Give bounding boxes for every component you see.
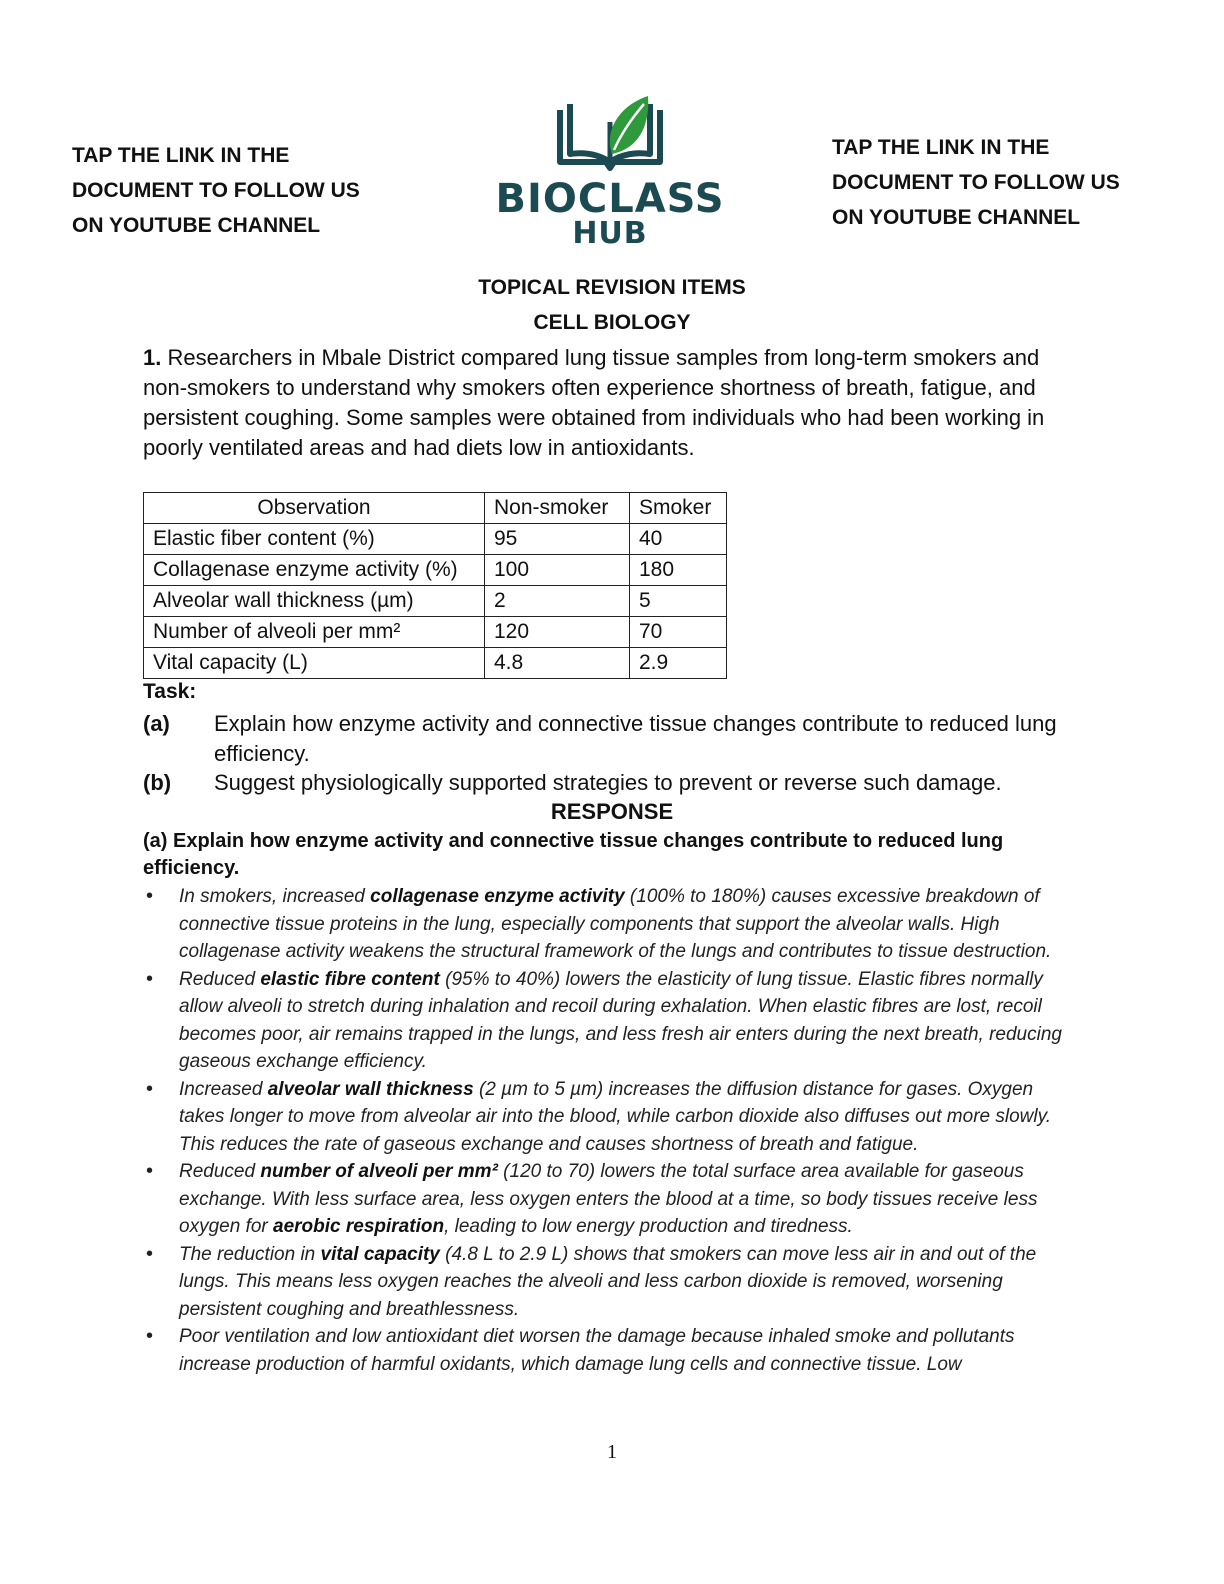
table-cell: 70 bbox=[630, 617, 727, 648]
bullet-text: Poor ventilation and low antioxidant diet worsen the damage because inhaled smoke and pollutants increase production of harmful oxidants, which damage lung cells and connective tissue. Low bbox=[179, 1326, 1015, 1375]
note-line: ON YOUTUBE CHANNEL bbox=[832, 206, 1081, 229]
list-item bbox=[143, 1076, 1083, 1159]
task-item-b bbox=[143, 768, 1078, 798]
bullet-keyword: alveolar wall thickness bbox=[267, 1078, 474, 1100]
table-cell: 5 bbox=[630, 586, 727, 617]
question-number: 1. bbox=[143, 345, 162, 370]
response-bullet-list bbox=[143, 883, 1083, 1378]
list-item bbox=[143, 1241, 1083, 1324]
bullet-keyword: vital capacity bbox=[320, 1243, 440, 1265]
bullet-keyword: aerobic respiration bbox=[273, 1216, 445, 1237]
table-row bbox=[144, 555, 727, 586]
bullet-text: (95% to 40%) lowers the elasticity of lung tissue. Elastic fibres normally allow alveoli to stretch during inhalation and recoil during exhalation. When elastic fibres are lost, recoil becomes poor, air remains trapped in the lungs, and less fresh air enters during the next breath, reducing gaseous exchange efficiency. bbox=[179, 968, 1062, 1072]
task-item-text: Suggest physiologically supported strategies to prevent or reverse such damage. bbox=[214, 770, 1002, 795]
logo-title: BIOCLASS bbox=[495, 176, 725, 222]
table-cell: Alveolar wall thickness (µm) bbox=[144, 586, 485, 617]
question-text bbox=[143, 343, 1078, 463]
task-item-text: Explain how enzyme activity and connective tissue changes contribute to reduced lung efficiency. bbox=[214, 711, 1057, 766]
list-item bbox=[143, 883, 1083, 966]
bullet-text: (100% to 180%) causes excessive breakdown of connective tissue proteins in the lung, especially components that support the alveolar walls. High collagenase activity weakens the structural framework of the lungs and contributes to tissue destruction. bbox=[179, 886, 1052, 962]
part-a-heading: (a) Explain how enzyme activity and connective tissue changes contribute to reduced lung efficiency. bbox=[143, 830, 1004, 879]
table-cell: 4.8 bbox=[485, 648, 630, 679]
bullet-keyword: number of alveoli per mm² bbox=[260, 1161, 498, 1182]
list-item bbox=[143, 1323, 1083, 1378]
logo-subtitle: HUB bbox=[572, 216, 648, 251]
document-title: TOPICAL REVISION ITEMS bbox=[478, 276, 746, 299]
note-line: DOCUMENT TO FOLLOW US bbox=[72, 179, 360, 202]
table-cell: 40 bbox=[630, 524, 727, 555]
table-cell: 180 bbox=[630, 555, 727, 586]
bullet-text: (120 to 70) lowers the total surface area available for gaseous exchange. With less surface area, less oxygen enters the blood at a time, so body tissues receive less oxygen for bbox=[179, 1161, 1038, 1237]
response-heading: RESPONSE bbox=[550, 799, 674, 824]
bullet-icon: • bbox=[146, 967, 154, 990]
table-row bbox=[144, 586, 727, 617]
table-cell: Vital capacity (L) bbox=[144, 648, 485, 679]
table-row bbox=[144, 617, 727, 648]
bullet-text: (2 µm to 5 µm) increases the diffusion distance for gases. Oxygen takes longer to move from alveolar air into the blood, while carbon dioxide also diffuses out more slowly. This reduces the rate of gaseous exchange and causes shortness of breath and fatigue. bbox=[179, 1078, 1051, 1155]
bullet-icon: • bbox=[146, 885, 154, 907]
bullet-icon: • bbox=[146, 1160, 154, 1182]
table-cell: Number of alveoli per mm² bbox=[144, 617, 485, 648]
table-row bbox=[144, 524, 727, 555]
bioclass-hub-logo bbox=[480, 92, 740, 254]
task-item-label: (a) bbox=[143, 711, 170, 736]
bullet-text: In smokers, increased bbox=[179, 886, 371, 907]
note-line: DOCUMENT TO FOLLOW US bbox=[832, 171, 1120, 194]
task-item-a bbox=[143, 709, 1078, 769]
bullet-icon: • bbox=[146, 1325, 154, 1347]
bullet-text: (4.8 L to 2.9 L) shows that smokers can move less air in and out of the lungs. This means less oxygen reaches the alveoli and less carbon dioxide is removed, worsening persistent coughing and breathlessness. bbox=[179, 1243, 1037, 1320]
table-cell: 2 bbox=[485, 586, 630, 617]
task-item-label: (b) bbox=[143, 770, 172, 795]
youtube-follow-note-left[interactable] bbox=[72, 138, 360, 243]
table-cell: Collagenase enzyme activity (%) bbox=[144, 555, 485, 586]
bullet-icon: • bbox=[146, 1077, 154, 1100]
note-line: TAP THE LINK IN THE bbox=[832, 136, 1050, 159]
table-row bbox=[144, 648, 727, 679]
bullet-text: The reduction in bbox=[179, 1243, 321, 1265]
table-cell: Elastic fiber content (%) bbox=[144, 524, 485, 555]
table-cell: 95 bbox=[485, 524, 630, 555]
observation-table bbox=[143, 492, 727, 679]
table-header-cell: Observation bbox=[144, 493, 485, 524]
youtube-follow-note-right[interactable] bbox=[832, 130, 1120, 235]
bullet-text: Reduced bbox=[179, 1161, 261, 1182]
task-label: Task: bbox=[143, 680, 197, 703]
table-cell: 100 bbox=[485, 555, 630, 586]
page-number: 1 bbox=[607, 1441, 617, 1463]
note-line: TAP THE LINK IN THE bbox=[72, 144, 290, 167]
table-header-cell: Non-smoker bbox=[485, 493, 630, 524]
table-cell: 2.9 bbox=[630, 648, 727, 679]
list-item bbox=[143, 966, 1083, 1076]
table-header-cell: Smoker bbox=[630, 493, 727, 524]
bullet-keyword: elastic fibre content bbox=[260, 968, 440, 990]
open-book-leaf-icon bbox=[552, 92, 668, 174]
bullet-text: Increased bbox=[179, 1078, 268, 1100]
bullet-text: , leading to low energy production and tiredness. bbox=[444, 1216, 853, 1237]
note-line: ON YOUTUBE CHANNEL bbox=[72, 214, 321, 237]
list-item bbox=[143, 1158, 1083, 1241]
topic-heading: CELL BIOLOGY bbox=[533, 311, 691, 334]
table-header-row bbox=[144, 493, 727, 524]
table-cell: 120 bbox=[485, 617, 630, 648]
bullet-keyword: collagenase enzyme activity bbox=[370, 886, 625, 907]
bullet-text: Reduced bbox=[179, 968, 261, 990]
bullet-icon: • bbox=[146, 1242, 154, 1265]
question-body: Researchers in Mbale District compared lung tissue samples from long-term smokers and non-smokers to understand why smokers often experience shortness of breath, fatigue, and persistent coughing. Some samples were obtained from individuals who had been working in poorly ventilated areas and had diets low in antioxidants. bbox=[143, 345, 1045, 460]
